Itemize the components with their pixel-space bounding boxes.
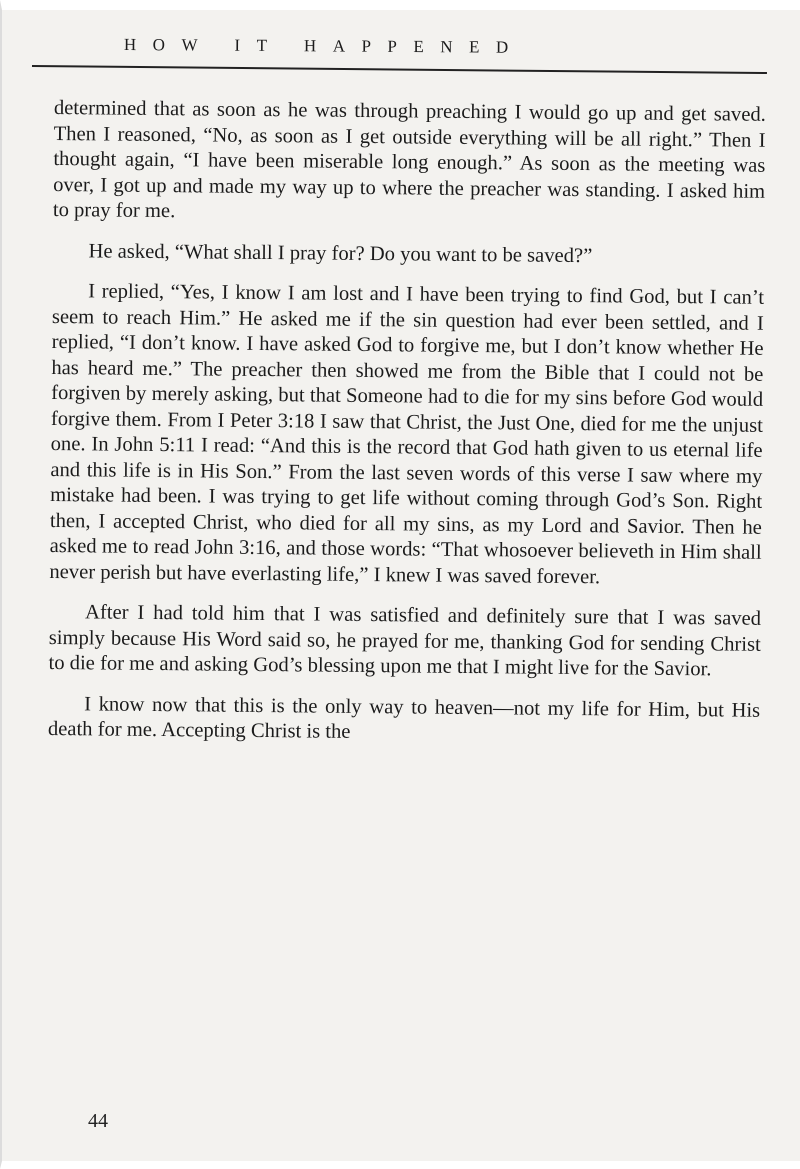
paragraph: determined that as soon as he was through preaching I would go up and get saved. Then I reasoned, “No, as soon as I get outside everything will be all right.” Then I thought again, “I have been miserable long enough.” As soon as the meeting was over, I got up and made my way up to where the preacher was standing. I asked him to pray for me. xyxy=(52,96,766,223)
header-rule xyxy=(32,65,767,74)
paragraph: I replied, “Yes, I know I am lost and I have been trying to find God, but I can’t seem to reach Him.” He asked me if the sin question had ever been settled, and I replied, “I don’t know. I have asked God to forgive me, but I don’t know whether He has heard me.” The preacher then showed me from the Bible that I could not be forgiven by merely asking, but that Someone had to die for my sins before God would forgive them. From I Peter 3:18 I saw that Christ, the Just One, died for me the unjust one. In John 5:11 I read: “And this is the record that God hath given to us eternal life and this life is in His Son.” From the last seven words of this verse I saw where my mistake had been. I was trying to get life without coming through God’s Son. Right then, I accepted Christ, who died for all my sins, as my Lord and Savior. Then he asked me to read John 3:16, and those words: “That whosoever believeth in Him shall never perish but have everlasting life,” I knew I was saved forever. xyxy=(49,280,765,588)
paragraph: He asked, “What shall I pray for? Do you want to be saved?” xyxy=(88,239,593,267)
running-head: HOW IT HAPPENED xyxy=(123,35,525,57)
page-number: 44 xyxy=(88,1110,108,1132)
body-text xyxy=(48,96,766,749)
paragraph: After I had told him that I was satisfied and definitely sure that I was saved simply because His Word said so, he prayed for me, thanking God for sending Christ to die for me and asking God’s blessing upon me that I might live for the Savior. xyxy=(48,601,762,681)
paragraph: I know now that this is the only way to heaven—not my life for Him, but His death for me. Accepting Christ is the xyxy=(47,692,761,743)
